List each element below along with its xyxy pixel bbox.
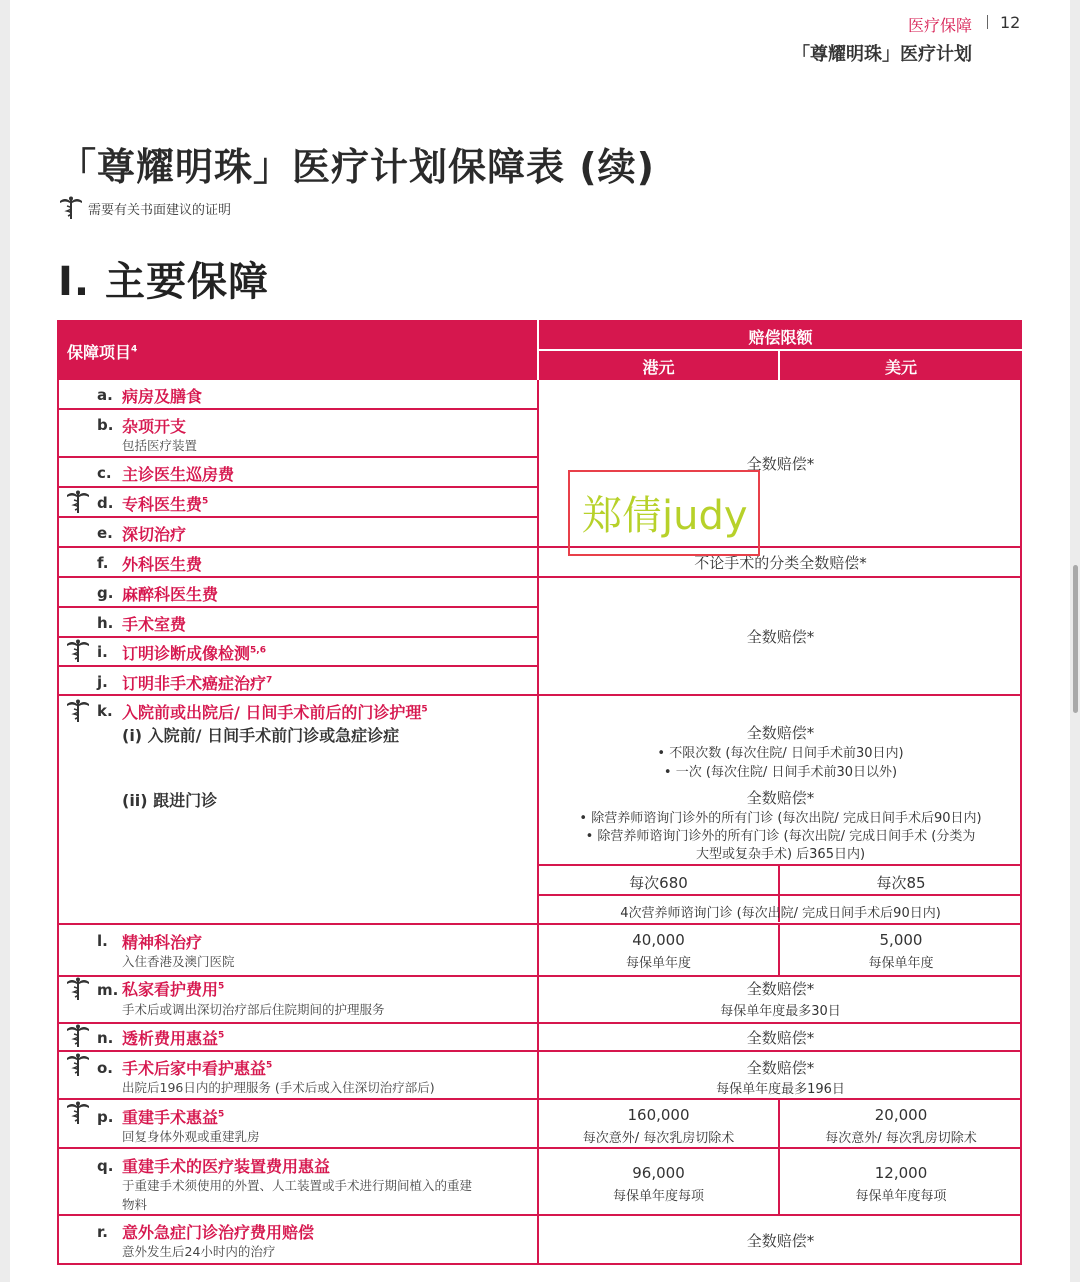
row-subtext: 手术后或调出深切治疗部后住院期间的护理服务: [122, 1002, 385, 1017]
legend: [58, 196, 231, 220]
benefits-table: [57, 320, 1022, 1265]
row-name-text: 手术后家中看护惠益: [122, 1059, 267, 1078]
header-section-name: 医疗保障: [907, 16, 972, 35]
row-subtext-continued: 物料: [122, 1197, 148, 1212]
limit-p-hkd-detail: 每次意外/ 每次乳房切除术: [582, 1131, 735, 1146]
row-name: [122, 977, 224, 1000]
limit-l-hkd-period: 每保单年度: [625, 956, 691, 971]
row-name-text: 私家看护费用: [122, 980, 219, 999]
limit-k-followup-bullet: • 除营养师谘询门诊外的所有门诊 (每次出院/ 完成日间手术后90日内): [579, 811, 982, 826]
caduceus-icon: [65, 639, 91, 663]
row-line: [57, 694, 1022, 696]
limit-g-to-j: 全数赔偿*: [746, 628, 815, 646]
row-letter: o.: [97, 1059, 114, 1077]
caduceus-icon: [58, 196, 84, 220]
caduceus-icon: [65, 1053, 91, 1077]
row-line: [57, 1214, 1022, 1216]
row-letter: r.: [97, 1223, 108, 1241]
row-sup: 5: [202, 496, 209, 507]
row-name: 意外急症门诊治疗费用赔偿: [122, 1223, 315, 1242]
row-k-sub-preadmission: (i) 入院前/ 日间手术前门诊或急症诊症: [122, 726, 400, 745]
row-letter: d.: [97, 494, 114, 512]
row-sup: 5,6: [250, 645, 266, 656]
row-name: [122, 700, 428, 723]
row-sup: 5: [266, 1060, 273, 1071]
limit-q-usd: 12,000: [874, 1164, 928, 1182]
row-line: [539, 894, 1022, 896]
limit-q-usd-detail: 每保单年度每项: [855, 1189, 947, 1204]
scrollbar-thumb[interactable]: [1073, 565, 1078, 713]
limit-k-usd: 每次85: [876, 874, 926, 892]
row-name: 麻醉科医生费: [122, 585, 219, 604]
limit-k-hkd: 每次680: [629, 874, 688, 892]
limit-k-followup-bullet-continued: 大型或复杂手术) 后365日内): [695, 847, 866, 862]
row-letter: n.: [97, 1029, 114, 1047]
row-subtext: 包括医疗装置: [122, 438, 198, 453]
row-line: [57, 486, 539, 488]
limit-n: 全数赔偿*: [746, 1029, 815, 1047]
section-title: I. 主要保障: [58, 259, 270, 305]
row-line: [57, 1050, 1022, 1052]
row-name: 主诊医生巡房费: [122, 465, 235, 484]
row-subtext: 入住香港及澳门医院: [122, 954, 235, 969]
row-name: [122, 641, 266, 664]
row-name-text: 透析费用惠益: [122, 1029, 219, 1048]
row-subtext: 回复身体外观或重建乳房: [122, 1129, 260, 1144]
row-name-text: 专科医生费: [122, 495, 203, 514]
legend-text: 需要有关书面建议的证明: [88, 202, 232, 218]
row-k-sub-followup: (ii) 跟进门诊: [122, 791, 218, 810]
row-name: [122, 1105, 224, 1128]
row-letter: j.: [97, 673, 108, 691]
row-subtext: 于重建手术须使用的外置、人工装置或手术进行期间植入的重建: [122, 1178, 473, 1193]
row-name: [122, 671, 272, 694]
row-line: [57, 923, 1022, 925]
row-letter: h.: [97, 614, 114, 632]
page-number: 12: [1000, 13, 1021, 32]
table-border-left: [57, 380, 59, 1265]
limit-k-followup: 全数赔偿*: [746, 789, 815, 807]
row-letter: k.: [97, 702, 113, 720]
row-sup: 5: [218, 981, 225, 992]
col-item-header: [67, 340, 137, 363]
row-name: [122, 1026, 224, 1049]
limit-o: 全数赔偿*: [746, 1059, 815, 1077]
caduceus-icon: [65, 1101, 91, 1125]
limit-p-hkd: 160,000: [627, 1106, 690, 1124]
row-letter: l.: [97, 932, 108, 950]
row-sup: 5: [421, 704, 428, 715]
row-name-text: 入院前或出院后/ 日间手术前后的门诊护理: [122, 703, 422, 722]
limit-k-preadmission-bullet: • 一次 (每次住院/ 日间手术前30日以外): [663, 765, 898, 780]
row-line: [57, 1263, 1022, 1265]
limit-a-to-e: 全数赔偿*: [746, 455, 815, 473]
header-divider: [987, 15, 988, 29]
limit-p-usd: 20,000: [874, 1106, 928, 1124]
watermark-text: 郑倩judy: [582, 493, 748, 539]
row-letter: g.: [97, 584, 114, 602]
header-divider-horizontal: [539, 349, 1022, 351]
row-letter: b.: [97, 416, 114, 434]
page-title: 「尊耀明珠」医疗计划保障表 (续): [58, 145, 655, 189]
row-name-text: 重建手术惠益: [122, 1108, 219, 1127]
limit-q-hkd: 96,000: [632, 1164, 685, 1182]
limit-k-preadmission-bullet: • 不限次数 (每次住院/ 日间手术前30日内): [657, 746, 904, 761]
row-line: [57, 1098, 1022, 1100]
row-name: 病房及膳食: [122, 387, 203, 406]
limit-k-preadmission: 全数赔偿*: [746, 724, 815, 742]
limit-q-hkd-detail: 每保单年度每项: [612, 1189, 704, 1204]
row-subtext: 出院后196日内的护理服务 (手术后或入住深切治疗部后): [122, 1080, 435, 1095]
limit-k-dietitian: 4次营养师谘询门诊 (每次出院/ 完成日间手术后90日内): [620, 906, 941, 921]
col-item-label: 保障项目: [67, 343, 132, 362]
limit-r: 全数赔偿*: [746, 1232, 815, 1250]
caduceus-icon: [65, 490, 91, 514]
row-letter: a.: [97, 386, 113, 404]
caduceus-icon: [65, 977, 91, 1001]
row-line: [57, 576, 1022, 578]
row-line: [57, 665, 539, 667]
row-letter: q.: [97, 1157, 114, 1175]
row-name: 精神科治疗: [122, 933, 203, 952]
row-sup: 5: [218, 1030, 225, 1041]
header-plan-name: 「尊耀明珠」医疗计划: [792, 44, 972, 65]
row-name: 手术室费: [122, 615, 187, 634]
col-item-sup: 4: [131, 344, 138, 355]
row-letter: p.: [97, 1108, 114, 1126]
row-name: 深切治疗: [122, 525, 187, 544]
row-name-text: 订明诊断成像检测: [122, 644, 251, 663]
limit-m-detail: 每保单年度最多30日: [720, 1004, 841, 1019]
limit-f: 不论手术的分类全数赔偿*: [694, 554, 867, 572]
limit-l-hkd: 40,000: [632, 931, 685, 949]
row-name: 杂项开支: [122, 417, 187, 436]
row-name: [122, 492, 208, 515]
row-sup: 7: [266, 675, 273, 686]
caduceus-icon: [65, 1024, 91, 1048]
row-line: [57, 1022, 1022, 1024]
row-letter: e.: [97, 524, 113, 542]
col-usd-header: 美元: [884, 358, 917, 377]
limit-l-usd: 5,000: [879, 931, 923, 949]
row-line: [57, 636, 539, 638]
row-line: [57, 606, 539, 608]
row-line: [57, 516, 539, 518]
row-line: [539, 864, 1022, 866]
row-line: [57, 546, 1022, 548]
limit-p-usd-detail: 每次意外/ 每次乳房切除术: [825, 1131, 977, 1146]
col-hkd-header: 港元: [642, 358, 675, 377]
caduceus-icon: [65, 699, 91, 723]
page-left-margin: [0, 0, 10, 1282]
row-line: [57, 1147, 1022, 1149]
limit-k-followup-bullet: • 除营养师谘询门诊外的所有门诊 (每次出院/ 完成日间手术 (分类为: [585, 829, 976, 844]
limit-o-detail: 每保单年度最多196日: [716, 1082, 845, 1097]
row-sup: 5: [218, 1109, 225, 1120]
row-name: 外科医生费: [122, 555, 203, 574]
limit-m: 全数赔偿*: [746, 980, 815, 998]
row-name-text: 订明非手术癌症治疗: [122, 674, 267, 693]
col-limit-header: 赔偿限额: [748, 328, 813, 347]
row-name: [122, 1056, 272, 1079]
row-line: [57, 408, 539, 410]
row-letter: f.: [97, 554, 109, 572]
row-letter: i.: [97, 643, 108, 661]
row-name: 重建手术的医疗装置费用惠益: [122, 1157, 331, 1176]
row-letter: c.: [97, 464, 112, 482]
row-line: [57, 456, 539, 458]
row-letter: m.: [97, 981, 119, 999]
limit-l-usd-period: 每保单年度: [868, 956, 934, 971]
row-subtext: 意外发生后24小时内的治疗: [122, 1244, 276, 1259]
